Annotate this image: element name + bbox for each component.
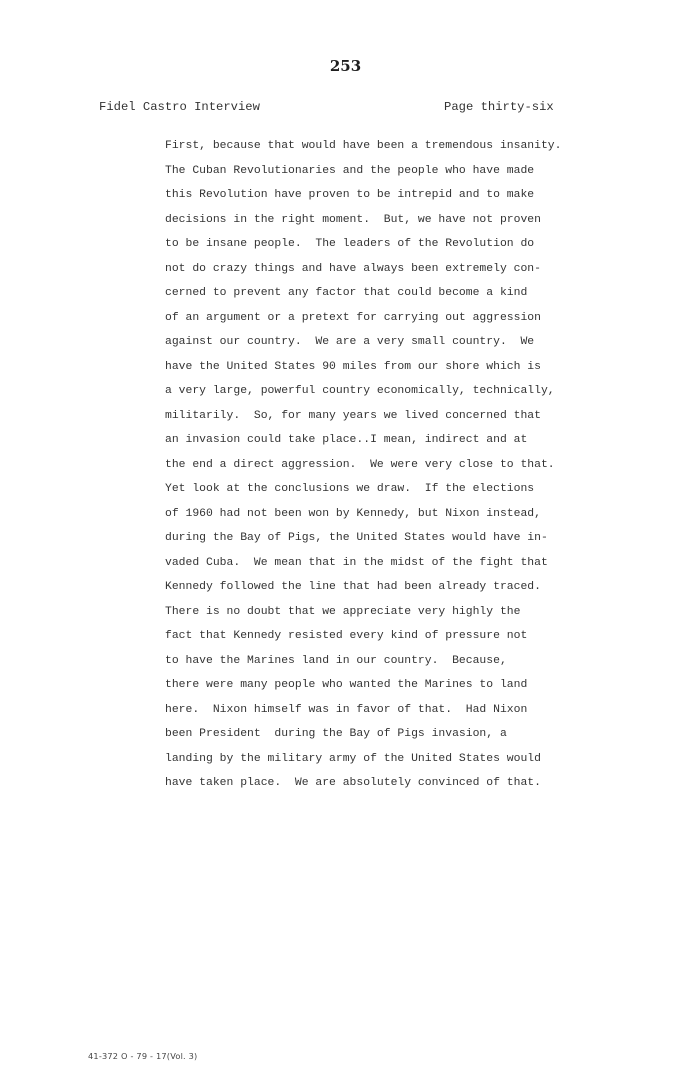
body-line: to be insane people. The leaders of the Revolution do — [165, 238, 535, 250]
body-text — [165, 136, 685, 798]
body-line: of an argument or a pretext for carrying out aggression — [165, 311, 541, 324]
body-line: have taken place. We are absolutely convinced of that. — [165, 777, 541, 789]
body-line: fact that Kennedy resisted every kind of pressure not — [165, 630, 528, 642]
body-line: vaded Cuba. We mean that in the midst of the fight that — [165, 556, 548, 569]
body-line: Kennedy followed the line that had been already traced. — [165, 581, 541, 593]
body-line: here. Nixon himself was in favor of that. Had Nixon — [165, 703, 528, 716]
body-line: been President during the Bay of Pigs invasion, a — [165, 728, 507, 740]
body-line: militarily. So, for many years we lived concerned that — [165, 409, 541, 422]
print-code-footer: 41-372 O - 79 - 17(Vol. 3) — [88, 1051, 198, 1061]
body-line: of 1960 had not been won by Kennedy, but Nixon instead, — [165, 507, 541, 520]
page-label: Page thirty-six — [444, 100, 554, 114]
body-line: Yet look at the conclusions we draw. If the elections — [165, 483, 535, 495]
body-line: The Cuban Revolutionaries and the people who have made — [165, 164, 535, 177]
body-line: decisions in the right moment. But, we have not proven — [165, 213, 541, 226]
body-line: an invasion could take place..I mean, indirect and at — [165, 434, 528, 446]
document-title: Fidel Castro Interview — [99, 100, 260, 114]
body-line: this Revolution have proven to be intrepid and to make — [165, 189, 535, 201]
body-line: against our country. We are a very small country. We — [165, 336, 535, 348]
body-line: during the Bay of Pigs, the United States would have in- — [165, 532, 548, 544]
body-line: have the United States 90 miles from our shore which is — [165, 360, 541, 373]
body-line: First, because that would have been a tremendous insanity. — [165, 140, 562, 152]
body-line: not do crazy things and have always been extremely con- — [165, 262, 541, 275]
page-number: 253 — [329, 57, 362, 75]
body-line: a very large, powerful country economically, technically, — [165, 385, 555, 397]
body-line: There is no doubt that we appreciate very highly the — [165, 605, 521, 618]
body-line: landing by the military army of the United States would — [165, 752, 541, 765]
body-line: to have the Marines land in our country. Because, — [165, 654, 507, 667]
body-line: there were many people who wanted the Marines to land — [165, 679, 528, 691]
body-line: the end a direct aggression. We were very close to that. — [165, 458, 555, 471]
body-line: cerned to prevent any factor that could become a kind — [165, 287, 528, 299]
